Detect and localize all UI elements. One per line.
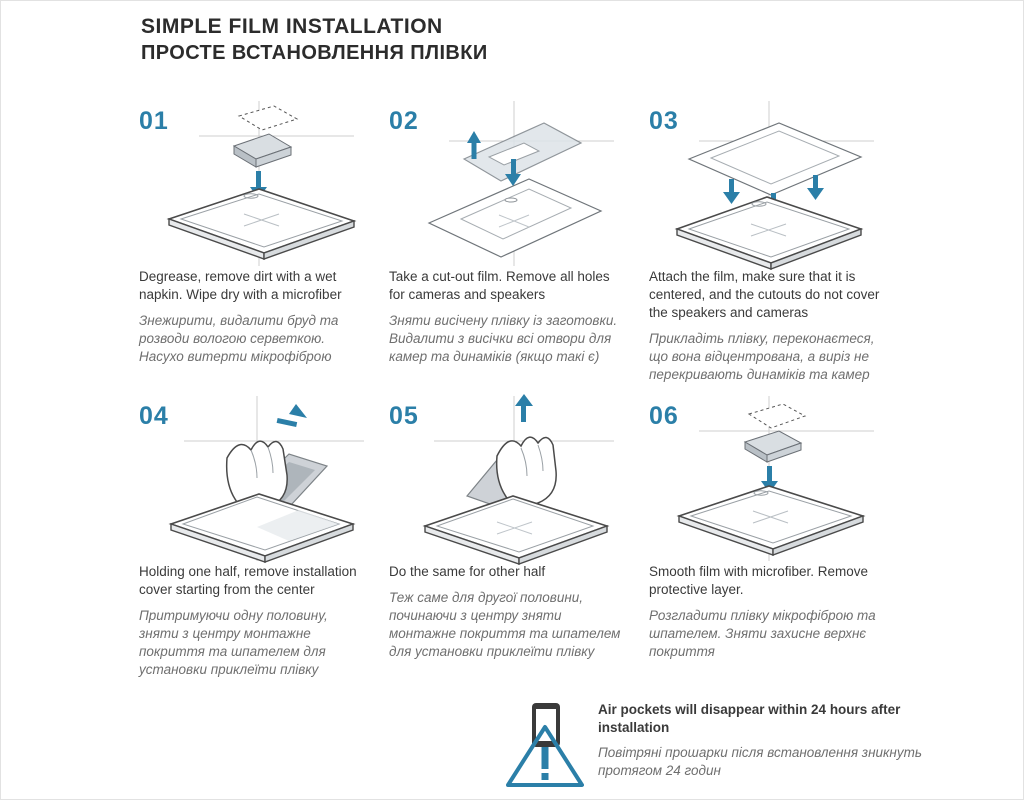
step-06 bbox=[649, 396, 899, 691]
steps-grid bbox=[139, 101, 899, 691]
step-number: 04 bbox=[139, 402, 169, 430]
step-text-ua: Знежирити, видалити бруд та розводи вологою серветкою. Насухо витерти мікрофіброю bbox=[139, 313, 339, 364]
warning-phone-icon bbox=[506, 701, 584, 792]
step-number: 03 bbox=[649, 107, 679, 135]
step-illustration-peel-first-half bbox=[139, 396, 371, 561]
step-number: 01 bbox=[139, 107, 169, 135]
step-illustration-smooth-with-microfiber bbox=[649, 396, 881, 561]
page-title-ua: ПРОСТЕ ВСТАНОВЛЕННЯ ПЛІВКИ bbox=[141, 42, 488, 64]
step-02 bbox=[389, 101, 649, 396]
step-text-en: Degrease, remove dirt with a wet napkin. Wipe dry with a microfiber bbox=[139, 269, 342, 302]
footer-text-en: Air pockets will disappear within 24 hours after installation bbox=[598, 702, 901, 735]
step-text-en: Smooth film with microfiber. Remove protective layer. bbox=[649, 564, 869, 597]
step-illustration-peel-second-half bbox=[389, 396, 631, 561]
footer-note bbox=[506, 701, 926, 792]
footer-text-ua: Повітряні прошарки після встановлення зникнуть протягом 24 годин bbox=[598, 745, 922, 778]
step-illustration-phone-with-napkin bbox=[139, 101, 371, 266]
step-text-en: Do the same for other half bbox=[389, 564, 546, 579]
step-04 bbox=[139, 396, 389, 691]
footer-text-block bbox=[598, 701, 926, 780]
step-text-en: Holding one half, remove installation cover starting from the center bbox=[139, 564, 357, 597]
step-text-ua: Теж саме для другої половини, починаючи з центру зняти монтажне покриття та шпателем для установки приклеїти плівку bbox=[389, 590, 621, 659]
step-03 bbox=[649, 101, 899, 396]
step-text-ua: Прикладіть плівку, переконаєтеся, що вона відцентрована, а виріз не перекривають динаміків та камер bbox=[649, 331, 875, 382]
step-text-en: Take a cut-out film. Remove all holes for cameras and speakers bbox=[389, 269, 610, 302]
step-text-ua: Розгладити плівку мікрофіброю та шпателем. Зняти захисне верхнє покриття bbox=[649, 608, 876, 659]
step-05 bbox=[389, 396, 649, 691]
step-text-ua: Притримуючи одну половину, зняти з центру монтажне покриття та шпателем для установки приклеїти плівку bbox=[139, 608, 328, 677]
step-01 bbox=[139, 101, 389, 396]
step-illustration-film-sheet-cutouts bbox=[389, 101, 631, 266]
step-number: 05 bbox=[389, 402, 419, 430]
poster-header bbox=[141, 15, 488, 65]
step-number: 02 bbox=[389, 107, 419, 135]
step-number: 06 bbox=[649, 402, 679, 430]
step-text-en: Attach the film, make sure that it is centered, and the cutouts do not cover the speakers and cameras bbox=[649, 269, 880, 320]
step-text-ua: Зняти висічену плівку із заготовки. Видалити з висічки всі отвори для камер та динаміків (якщо такі є) bbox=[389, 313, 618, 364]
step-illustration-film-onto-phone bbox=[649, 101, 881, 266]
page-title-en: SIMPLE FILM INSTALLATION bbox=[141, 15, 443, 38]
